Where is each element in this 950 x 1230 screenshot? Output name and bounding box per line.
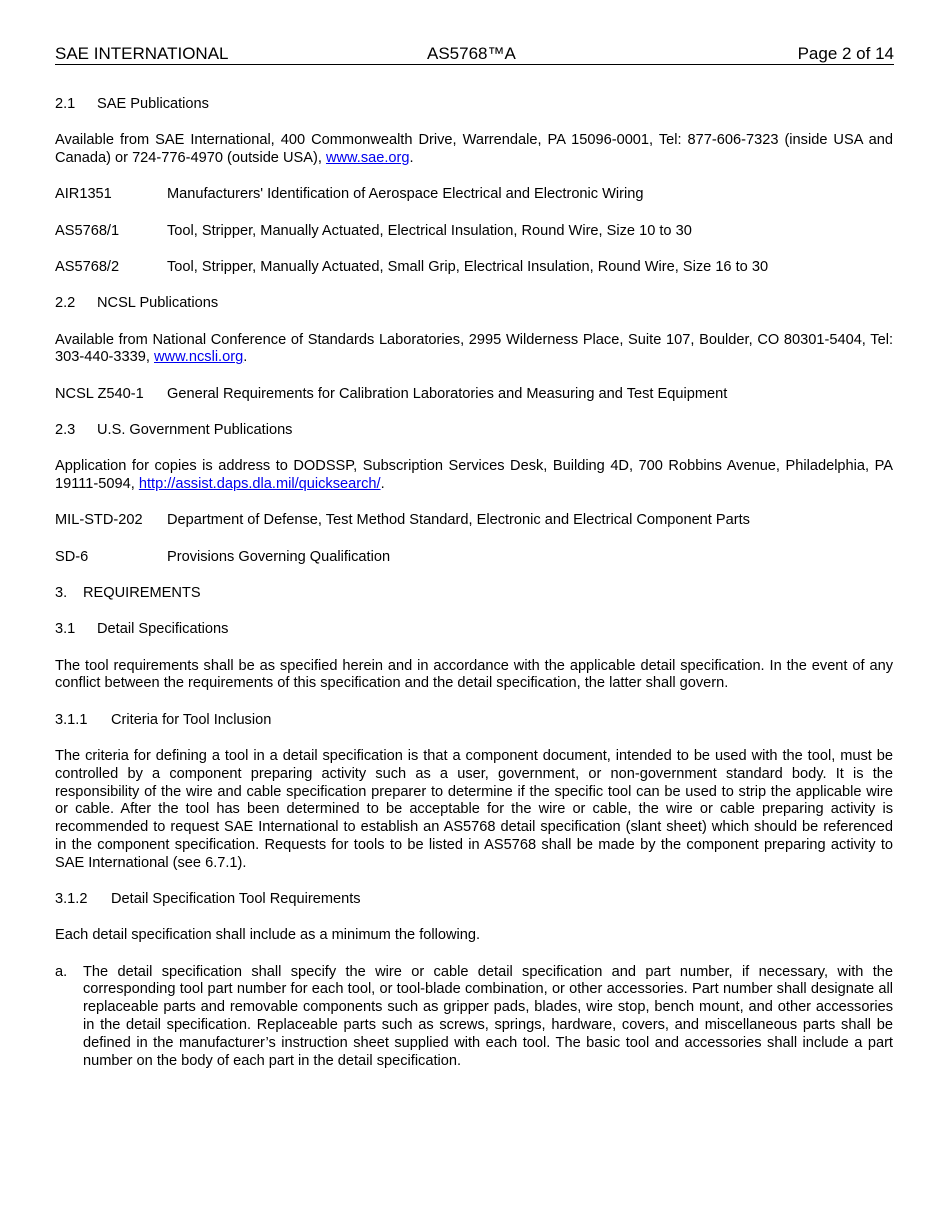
assist-quicksearch-link[interactable]: http://assist.daps.dla.mil/quicksearch/ bbox=[138, 476, 381, 493]
page-header bbox=[55, 44, 894, 65]
reference-title: Tool, Stripper, Manually Actuated, Electrical Insulation, Round Wire, Size 10 to 30 bbox=[167, 222, 692, 239]
period: . bbox=[380, 476, 385, 493]
availability-paragraph-ncsl bbox=[55, 332, 893, 368]
section-heading-3 bbox=[55, 585, 893, 603]
section-number: 3.1 bbox=[55, 621, 76, 638]
section-title: SAE Publications bbox=[97, 96, 209, 112]
list-marker: a. bbox=[55, 963, 68, 980]
reference-row bbox=[55, 223, 893, 241]
reference-id: NCSL Z540-1 bbox=[55, 385, 144, 402]
availability-text: Application for copies is address to DODSSP, Subscription Services Desk, Building 4D, 700 Robbins Avenue, Philadelphia, PA 19111-5094, bbox=[55, 458, 893, 493]
section-number: 2.1 bbox=[55, 96, 76, 112]
reference-title: General Requirements for Calibration Laboratories and Measuring and Test Equipment bbox=[167, 385, 728, 402]
paragraph-criteria-tool-inclusion: The criteria for defining a tool in a detail specification is that a component document, intended to be used with the tool, must be controlled by a component preparing activity such as a user, government, or non-government standard body. It is the responsibility of the wire and cable specification preparer to determine if the specific tool can be used to strip the applicable wire or cable. After the tool has been determined to be acceptable for the wire or cable, the wire or cable preparing activity is recommended to request SAE International to establish an AS5768 detail specification (slant sheet) which should be referenced in the component specification. Requests for tools to be listed in AS5768 shall be made by the component preparing activity to SAE International (see 6.7.1). bbox=[55, 747, 893, 871]
section-title: Detail Specifications bbox=[97, 621, 229, 638]
reference-id: MIL-STD-202 bbox=[55, 512, 143, 529]
availability-text: Available from SAE International, 400 Commonwealth Drive, Warrendale, PA 15096-0001, Tel: 877-606-7323 (inside USA and Canada) or 724-776-4970 (outside USA), bbox=[55, 132, 893, 167]
section-title: Detail Specification Tool Requirements bbox=[111, 891, 361, 908]
ncsl-website-link[interactable]: www.ncsli.org bbox=[154, 349, 244, 366]
paragraph-tool-requirements-intro: Each detail specification shall include as a minimum the following. bbox=[55, 927, 481, 944]
availability-text: Available from National Conference of Standards Laboratories, 2995 Wilderness Place, Suite 107, Boulder, CO 80301-5404, Tel: 303-440-3339, bbox=[55, 331, 893, 366]
list-item-text: The detail specification shall specify the wire or cable detail specification and part number, if necessary, with the corresponding tool part number for each tool, or tool-blade combination, or other accessories. Part number shall designate all replaceable parts and removable components such as gripper pads, blades, wire stop, bench mount, and other accessories in the detail specification. Replaceable parts such as screws, springs, hardware, covers, and miscellaneous parts shall be defined in the manufacturer’s instruction sheet supplied with each tool. The basic tool and accessories shall include a part number on the body of each part in the detail specification. bbox=[83, 963, 893, 1069]
header-org: SAE INTERNATIONAL bbox=[55, 44, 229, 63]
section-title: U.S. Government Publications bbox=[97, 421, 293, 438]
section-title: Criteria for Tool Inclusion bbox=[111, 711, 272, 728]
list-item bbox=[55, 964, 893, 1071]
section-number: 2.3 bbox=[55, 421, 76, 438]
reference-row bbox=[55, 386, 893, 404]
reference-title: Tool, Stripper, Manually Actuated, Small Grip, Electrical Insulation, Round Wire, Size 16 to 30 bbox=[167, 258, 769, 275]
section-number: 2.2 bbox=[55, 295, 76, 312]
header-page-number: Page 2 of 14 bbox=[797, 44, 894, 63]
reference-title: Department of Defense, Test Method Standard, Electronic and Electrical Component Parts bbox=[167, 512, 750, 529]
section-number: 3. bbox=[55, 584, 68, 601]
reference-title: Manufacturers' Identification of Aerospace Electrical and Electronic Wiring bbox=[167, 186, 644, 203]
section-heading-3-1-2 bbox=[55, 891, 893, 909]
section-number: 3.1.2 bbox=[55, 891, 88, 908]
sae-website-link[interactable]: www.sae.org bbox=[325, 150, 410, 167]
section-heading-3-1 bbox=[55, 621, 893, 639]
period: . bbox=[409, 150, 414, 167]
section-heading-2-1 bbox=[55, 96, 893, 114]
reference-id: AS5768/1 bbox=[55, 222, 120, 239]
section-number: 3.1.1 bbox=[55, 711, 88, 728]
section-title: REQUIREMENTS bbox=[83, 584, 201, 601]
reference-title: Provisions Governing Qualification bbox=[167, 548, 391, 565]
section-heading-2-3 bbox=[55, 422, 893, 440]
reference-row bbox=[55, 549, 893, 567]
reference-row bbox=[55, 512, 893, 530]
reference-id: AS5768/2 bbox=[55, 258, 120, 275]
reference-row bbox=[55, 186, 893, 204]
paragraph-detail-specifications: The tool requirements shall be as specified herein and in accordance with the applicable detail specification. In the event of any conflict between the requirements of this specification and the detail specification, the latter shall govern. bbox=[55, 657, 893, 692]
availability-paragraph-sae bbox=[55, 132, 893, 168]
document-body bbox=[55, 96, 893, 1089]
reference-id: AIR1351 bbox=[55, 186, 112, 203]
section-title: NCSL Publications bbox=[97, 295, 219, 312]
section-heading-3-1-1 bbox=[55, 712, 893, 730]
availability-paragraph-dodssp bbox=[55, 458, 893, 494]
header-doc-id: AS5768™A bbox=[427, 44, 516, 63]
reference-id: SD-6 bbox=[55, 548, 89, 565]
period: . bbox=[243, 349, 248, 366]
reference-row bbox=[55, 259, 893, 277]
section-heading-2-2 bbox=[55, 295, 893, 313]
